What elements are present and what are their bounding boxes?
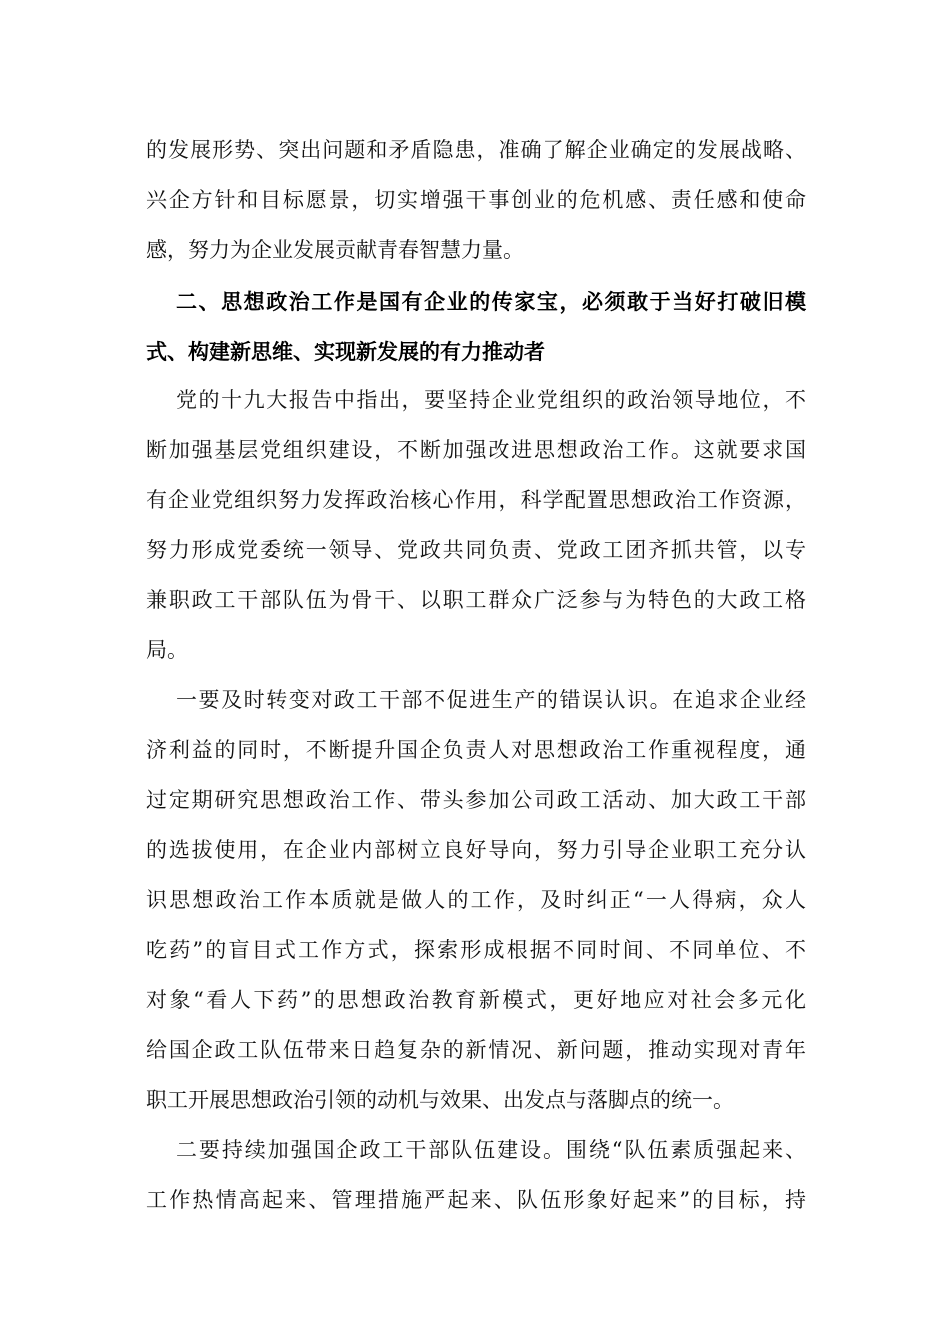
heading-line: 式、构建新思维、实现新发展的有力推动者 xyxy=(146,340,545,364)
text-line: 对象“看人下药”的思想政治教育新模式，更好地应对社会多元化 xyxy=(146,988,806,1012)
text-line: 有企业党组织努力发挥政治核心作用，科学配置思想政治工作资源， xyxy=(146,488,806,512)
text-line: 给国企政工队伍带来日趋复杂的新情况、新问题，推动实现对青年 xyxy=(146,1038,806,1062)
heading-line: 二、思想政治工作是国有企业的传家宝，必须敢于当好打破旧模 xyxy=(176,290,806,314)
text-line: 党的十九大报告中指出，要坚持企业党组织的政治领导地位，不 xyxy=(176,388,806,412)
text-line: 兴企方针和目标愿景，切实增强干事创业的危机感、责任感和使命 xyxy=(146,188,806,212)
text-line: 识思想政治工作本质就是做人的工作，及时纠正“一人得病，众人 xyxy=(146,888,806,912)
text-line: 吃药”的盲目式工作方式，探索形成根据不同时间、不同单位、不 xyxy=(146,938,806,962)
text-line: 局。 xyxy=(146,638,188,662)
text-line: 一要及时转变对政工干部不促进生产的错误认识。在追求企业经 xyxy=(176,688,806,712)
text-line: 职工开展思想政治引领的动机与效果、出发点与落脚点的统一。 xyxy=(146,1088,734,1112)
text-line: 的选拔使用，在企业内部树立良好导向，努力引导企业职工充分认 xyxy=(146,838,806,862)
text-line: 努力形成党委统一领导、党政共同负责、党政工团齐抓共管，以专 xyxy=(146,538,806,562)
text-line: 兼职政工干部队伍为骨干、以职工群众广泛参与为特色的大政工格 xyxy=(146,588,806,612)
text-line: 二要持续加强国企政工干部队伍建设。围绕“队伍素质强起来、 xyxy=(176,1138,806,1162)
text-line: 过定期研究思想政治工作、带头参加公司政工活动、加大政工干部 xyxy=(146,788,806,812)
text-line: 感，努力为企业发展贡献青春智慧力量。 xyxy=(146,238,524,262)
text-line: 的发展形势、突出问题和矛盾隐患，准确了解企业确定的发展战略、 xyxy=(146,138,806,162)
text-line: 工作热情高起来、管理措施严起来、队伍形象好起来”的目标，持 xyxy=(146,1188,806,1212)
text-line: 断加强基层党组织建设，不断加强改进思想政治工作。这就要求国 xyxy=(146,438,806,462)
text-line: 济利益的同时，不断提升国企负责人对思想政治工作重视程度，通 xyxy=(146,738,806,762)
